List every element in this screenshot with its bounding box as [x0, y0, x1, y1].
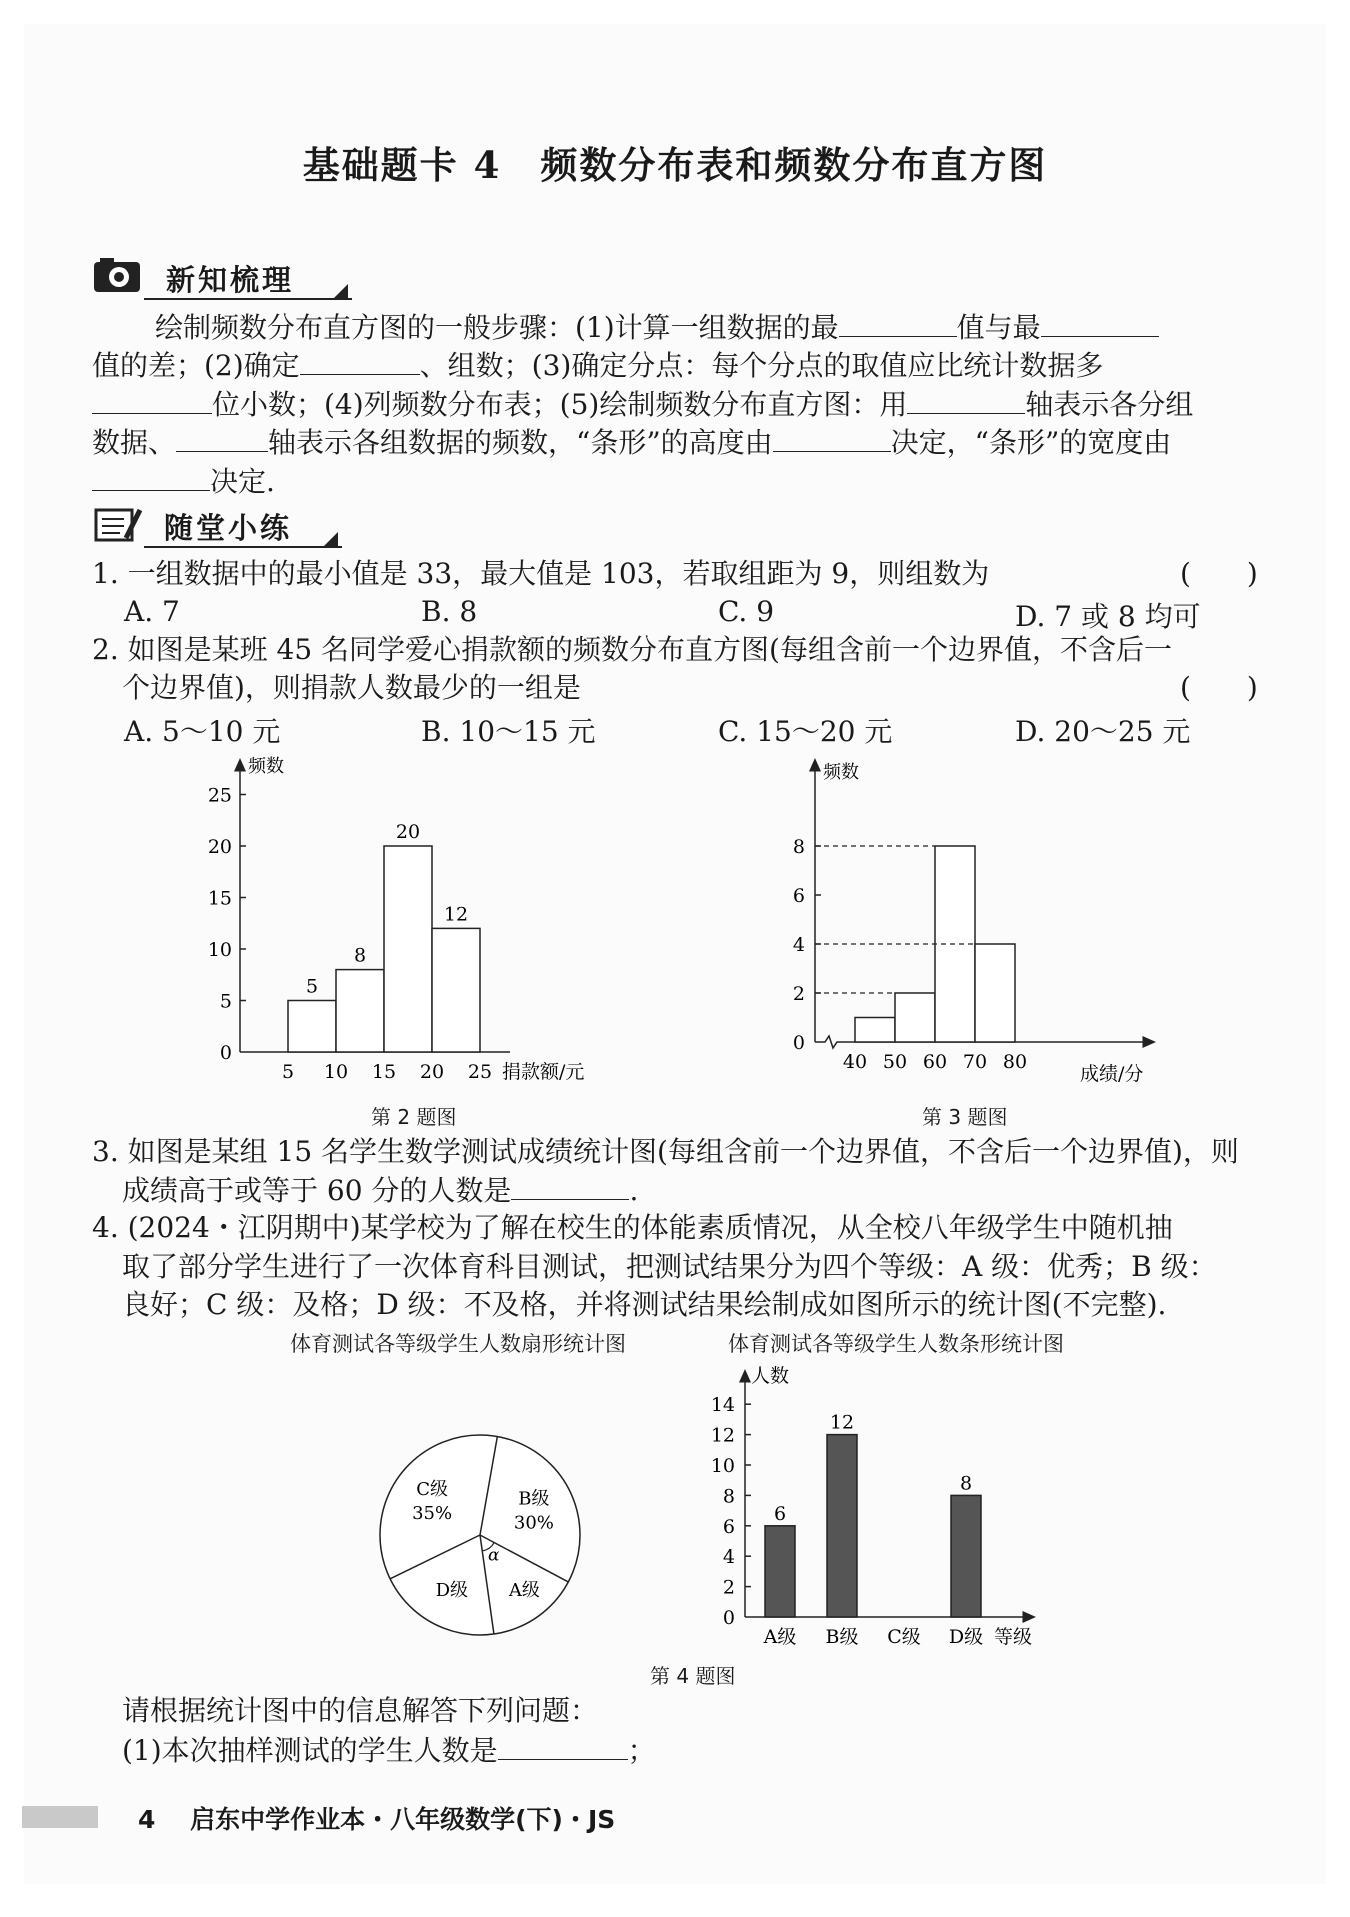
answer-paren[interactable]: ( )	[1180, 557, 1258, 590]
pie-slice-label: D级	[435, 1579, 469, 1601]
footer-decoration-bar	[22, 1806, 98, 1828]
figure-3-histogram	[770, 752, 1170, 1082]
y-axis-label: 频数	[823, 762, 859, 783]
bar-data-label: 12	[443, 903, 469, 926]
section-header-practice	[92, 500, 342, 550]
answer-blank[interactable]	[839, 308, 957, 337]
y-tick-label: 4	[792, 934, 805, 956]
bar	[827, 1435, 857, 1617]
question-3-text-1: 3. 如图是某组 15 名学生数学测试成绩统计图(每组含前一个边界值，不含后一个边界值)，则	[92, 1135, 1239, 1168]
figure-2-histogram	[200, 752, 650, 1082]
pie-slice-label: A级	[508, 1580, 540, 1602]
bar	[951, 1495, 981, 1617]
question-1-text: 1. 一组数据中的最小值是 33，最大值是 103，若取组距为 9，则组数为	[92, 557, 990, 590]
histogram-bar	[432, 928, 480, 1052]
y-tick-label: 2	[792, 983, 805, 1005]
book-title: 启东中学作业本・八年级数学(下)・JS	[190, 1805, 616, 1834]
bar-chart-title: 体育测试各等级学生人数条形统计图	[728, 1332, 1064, 1356]
answer-blank[interactable]	[176, 423, 268, 452]
page-footer	[138, 1800, 615, 1836]
y-tick-label: 14	[710, 1394, 735, 1417]
y-tick-label: 8	[792, 836, 805, 858]
x-tick-label: 10	[323, 1061, 349, 1082]
question-4-part-1: (1)本次抽样测试的学生人数是 ；	[122, 1731, 656, 1770]
question-3-text-2: 成绩高于或等于 60 分的人数是 .	[122, 1171, 638, 1210]
y-tick-label: 0	[219, 1042, 232, 1064]
figure-3-caption: 第 3 题图	[922, 1105, 1008, 1129]
y-tick-label: 4	[722, 1546, 735, 1569]
histogram-bar	[895, 993, 935, 1042]
pie-slice-label: B级	[518, 1488, 550, 1510]
option-a[interactable]: A. 7	[124, 595, 180, 628]
question-2-text-2: 个边界值)，则捐款人数最少的一组是	[122, 671, 581, 704]
section-corner-mark	[324, 532, 338, 546]
x-tick-label: 20	[419, 1061, 445, 1082]
knowledge-line-1: 绘制频数分布直方图的一般步骤：(1)计算一组数据的最 值与最	[155, 308, 1159, 347]
y-tick-label: 15	[207, 887, 232, 910]
notebook-pen-icon	[92, 504, 144, 544]
x-tick-label: 60	[922, 1051, 948, 1073]
pie-slice-label: C级	[416, 1478, 448, 1500]
y-tick-label: 2	[722, 1576, 735, 1599]
answer-blank[interactable]	[92, 462, 210, 491]
option-d[interactable]: D. 7 或 8 均可	[1015, 600, 1201, 633]
y-tick-label: 6	[792, 885, 805, 907]
option-c[interactable]: C. 9	[718, 595, 775, 628]
y-tick-label: 10	[710, 1455, 735, 1477]
question-4-text-3: 良好；C 级：及格；D 级：不及格，并将测试结果绘制成如图所示的统计图(不完整).	[122, 1288, 1167, 1321]
knowledge-line-2: 值的差；(2)确定 、组数；(3)确定分点：每个分点的取值应比统计数据多	[92, 346, 1103, 385]
y-tick-label: 6	[722, 1515, 735, 1538]
answer-blank[interactable]	[92, 385, 212, 414]
y-tick-label: 0	[792, 1032, 805, 1054]
bar-data-label: 8	[959, 1472, 973, 1495]
camera-icon	[92, 256, 144, 296]
answer-blank[interactable]	[907, 385, 1025, 414]
y-tick-label: 25	[207, 784, 232, 807]
bar-data-label: 20	[395, 821, 421, 843]
x-tick-label: 40	[842, 1051, 868, 1073]
category-label: A级	[763, 1626, 797, 1648]
knowledge-line-4: 数据、 轴表示各组数据的频数，“条形”的高度由 决定，“条形”的宽度由	[92, 423, 1171, 462]
figure-2-caption: 第 2 题图	[371, 1105, 457, 1129]
histogram-bar	[384, 846, 432, 1052]
pie-slice-percent: 35%	[412, 1502, 453, 1524]
category-label: C级	[887, 1626, 921, 1648]
knowledge-line-3: 位小数；(4)列频数分布表；(5)绘制频数分布直方图：用 轴表示各分组	[92, 385, 1193, 424]
bar	[765, 1526, 795, 1617]
x-axis-label: 等级	[994, 1626, 1033, 1648]
pie-chart-title: 体育测试各等级学生人数扇形统计图	[290, 1332, 626, 1356]
page-title: 基础题卡 4 频数分布表和频数分布直方图	[302, 143, 1048, 187]
x-tick-label: 50	[882, 1051, 908, 1073]
question-4-text-2: 取了部分学生进行了一次体育科目测试，把测试结果分为四个等级：A 级：优秀；B 级：	[122, 1250, 1217, 1283]
question-4-text-1: 4. (2024・江阴期中)某学校为了解在校生的体能素质情况，从全校八年级学生中随机抽	[92, 1211, 1173, 1244]
page-number: 4	[138, 1805, 156, 1834]
y-axis-label: 人数	[751, 1365, 790, 1387]
y-tick-label: 5	[219, 990, 232, 1013]
bar-data-label: 12	[829, 1411, 855, 1434]
option-a[interactable]: A. 5～10 元	[124, 715, 281, 748]
option-d[interactable]: D. 20～25 元	[1015, 715, 1191, 748]
histogram-bar	[288, 1001, 336, 1053]
knowledge-line-5: 决定.	[92, 462, 275, 501]
category-label: D级	[948, 1626, 984, 1648]
section-corner-mark	[334, 284, 348, 298]
answer-blank[interactable]	[300, 346, 420, 375]
y-tick-label: 8	[722, 1485, 735, 1508]
angle-alpha-label: α	[488, 1545, 500, 1566]
x-axis-label: 捐款额/元	[502, 1061, 585, 1082]
answer-paren[interactable]: ( )	[1180, 671, 1258, 704]
section-underline	[144, 546, 342, 548]
section-label: 随堂小练	[164, 511, 293, 545]
y-axis-label: 频数	[248, 756, 284, 777]
option-c[interactable]: C. 15～20 元	[718, 715, 893, 748]
section-label: 新知梳理	[166, 263, 295, 297]
y-tick-label: 0	[722, 1607, 735, 1629]
figure-4-pie-chart	[370, 1425, 590, 1645]
x-axis-label: 成绩/分	[1080, 1063, 1144, 1082]
answer-blank[interactable]	[773, 423, 891, 452]
x-tick-label: 80	[1002, 1051, 1028, 1073]
x-tick-label: 5	[281, 1061, 295, 1082]
bar-data-label: 8	[353, 944, 367, 967]
answer-blank[interactable]	[1041, 308, 1159, 337]
figure-4-caption: 第 4 题图	[650, 1664, 736, 1688]
category-label: B级	[825, 1626, 859, 1648]
y-tick-label: 10	[207, 939, 232, 961]
section-header-knowledge	[92, 252, 352, 302]
histogram-bar	[855, 1018, 895, 1043]
histogram-bar	[336, 970, 384, 1052]
pie-slice-percent: 30%	[513, 1512, 554, 1534]
answer-blank[interactable]	[511, 1171, 629, 1200]
bar-data-label: 5	[305, 975, 319, 998]
question-2-text-1: 2. 如图是某班 45 名同学爱心捐款额的频数分布直方图(每组含前一个边界值，不含后一	[92, 633, 1172, 666]
section-underline	[144, 298, 352, 300]
figure-4-bar-chart	[700, 1355, 1080, 1655]
y-tick-label: 12	[710, 1424, 735, 1447]
bar-data-label: 6	[773, 1502, 787, 1525]
x-tick-label: 15	[371, 1061, 397, 1082]
option-b[interactable]: B. 8	[421, 595, 478, 628]
x-tick-label: 70	[962, 1051, 988, 1073]
option-b[interactable]: B. 10～15 元	[421, 715, 596, 748]
x-tick-label: 25	[467, 1061, 493, 1082]
answer-blank[interactable]	[498, 1731, 628, 1760]
y-tick-label: 20	[207, 836, 232, 858]
question-4-intro: 请根据统计图中的信息解答下列问题：	[122, 1694, 599, 1727]
histogram-bar	[975, 944, 1015, 1042]
